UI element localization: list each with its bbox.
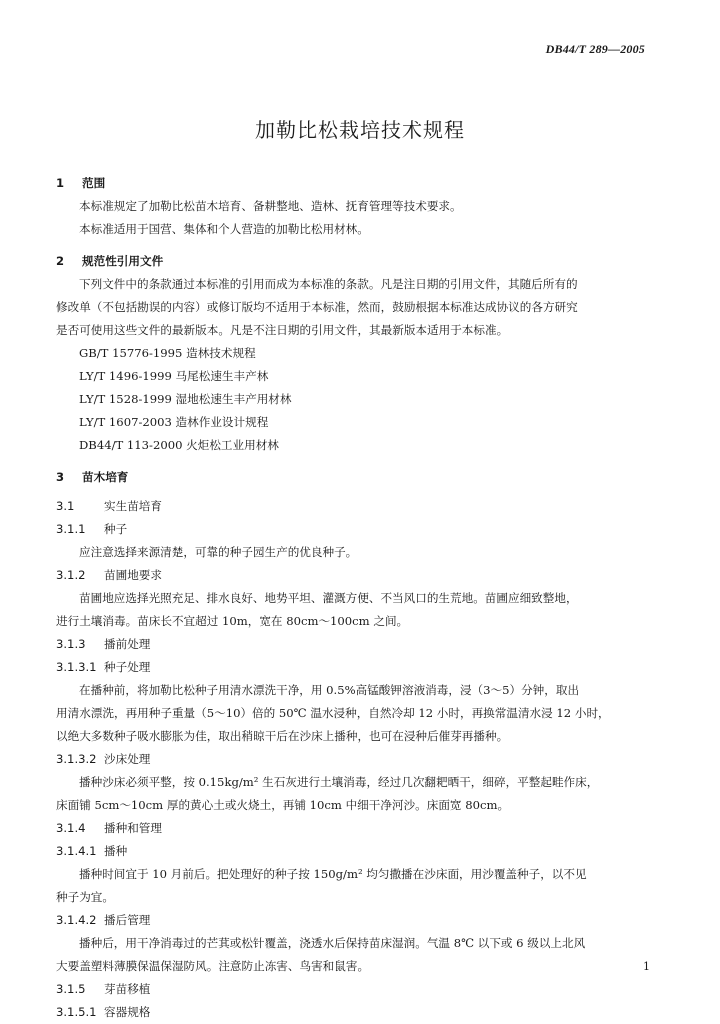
subsection-heading	[56, 1001, 656, 1024]
subsection-heading	[56, 978, 656, 1001]
subsection-heading	[56, 564, 656, 587]
subsection-number: 3.1	[56, 499, 75, 513]
paragraph-line: 本标准规定了加勒比松苗木培育、备耕整地、造林、抚育管理等技术要求。	[79, 199, 462, 213]
section-heading-seedling-cultivation	[56, 466, 656, 489]
subsection-number: 3.1.1	[56, 522, 86, 536]
subsection-number: 3.1.4.1	[56, 844, 97, 858]
paragraph-line: 在播种前，将加勒比松种子用清水漂洗干净，用 0.5%高锰酸钾溶液消毒，浸（3～5）分钟，取出	[79, 683, 580, 697]
subsection-title: 苗圃地要求	[104, 568, 162, 582]
subsection-title: 播种	[104, 844, 128, 858]
paragraph-line: 大要盖塑料薄膜保温保湿防风。注意防止冻害、鸟害和鼠害。	[56, 959, 370, 973]
subsection-number: 3.1.3	[56, 637, 86, 651]
section-title: 范围	[82, 176, 106, 190]
subsection-title: 播前处理	[104, 637, 151, 651]
subsection-heading	[56, 840, 656, 863]
subsection-number: 3.1.5.1	[56, 1005, 97, 1019]
paragraph-line: 用清水漂洗，再用种子重量（5～10）倍的 50℃ 温水浸种，自然冷却 12 小时，再换常温清水浸 12 小时，	[56, 706, 610, 720]
paragraph-line: 播种时间宜于 10 月前后。把处理好的种子按 150g/m² 均匀撒播在沙床面，用沙覆盖种子，以不见	[79, 867, 587, 881]
subsection-title: 种子	[104, 522, 128, 536]
reference-item: GB/T 15776-1995 造林技术规程	[79, 346, 256, 360]
subsection-number: 3.1.2	[56, 568, 86, 582]
subsection-heading	[56, 909, 656, 932]
document-body	[56, 172, 656, 1024]
subsection-title: 芽苗移植	[104, 982, 151, 996]
subsection-heading	[56, 495, 656, 518]
paragraph-line: 苗圃地应选择光照充足、排水良好、地势平坦、灌溉方便、不当风口的生荒地。苗圃应细致整地，	[79, 591, 578, 605]
paragraph-line: 下列文件中的条款通过本标准的引用而成为本标准的条款。凡是注日期的引用文件，其随后所有的	[79, 277, 578, 291]
paragraph-line: 播种沙床必须平整，按 0.15kg/m² 生石灰进行土壤消毒，经过几次翻耙晒干，细碎，平整起畦作床，	[79, 775, 599, 789]
subsection-heading	[56, 817, 656, 840]
reference-item: DB44/T 113-2000 火炬松工业用材林	[79, 438, 279, 452]
section-heading-normative-references	[56, 250, 656, 273]
section-title: 规范性引用文件	[82, 254, 164, 268]
subsection-number: 3.1.3.2	[56, 752, 97, 766]
paragraph-line: 本标准适用于国营、集体和个人营造的加勒比松用材林。	[79, 222, 369, 236]
subsection-heading	[56, 518, 656, 541]
standard-code: DB44/T 289—2005	[545, 42, 645, 56]
subsection-title: 种子处理	[104, 660, 151, 674]
paragraph-line: 播种后，用干净消毒过的芒萁或松针覆盖，浇透水后保持苗床湿润。气温 8℃ 以下或 6 级以上北风	[79, 936, 586, 950]
subsection-title: 容器规格	[104, 1005, 151, 1019]
section-title: 苗木培育	[82, 470, 129, 484]
subsection-title: 实生苗培育	[104, 499, 162, 513]
subsection-number: 3.1.3.1	[56, 660, 97, 674]
document-title: 加勒比松栽培技术规程	[255, 118, 465, 142]
paragraph-line: 应注意选择来源清楚，可靠的种子园生产的优良种子。	[79, 545, 358, 559]
subsection-number: 3.1.4	[56, 821, 86, 835]
paragraph-line: 以绝大多数种子吸水膨胀为佳，取出稍晾干后在沙床上播种，也可在浸种后催芽再播种。	[56, 729, 509, 743]
subsection-title: 沙床处理	[104, 752, 151, 766]
paragraph-line: 种子为宜。	[56, 890, 114, 904]
section-number: 1	[56, 176, 65, 190]
section-number: 2	[56, 254, 65, 268]
subsection-number: 3.1.4.2	[56, 913, 97, 927]
page-number: 1	[643, 960, 650, 973]
section-heading-scope	[56, 172, 656, 195]
subsection-heading	[56, 748, 656, 771]
subsection-number: 3.1.5	[56, 982, 86, 996]
subsection-heading	[56, 633, 656, 656]
section-number: 3	[56, 470, 65, 484]
paragraph-line: 修改单（不包括勘误的内容）或修订版均不适用于本标准，然而，鼓励根据本标准达成协议的各方研究	[56, 300, 578, 314]
subsection-title: 播后管理	[104, 913, 151, 927]
paragraph-line: 进行土壤消毒。苗床长不宜超过 10m，宽在 80cm～100cm 之间。	[56, 614, 409, 628]
paragraph-line: 是否可使用这些文件的最新版本。凡是不注日期的引用文件，其最新版本适用于本标准。	[56, 323, 509, 337]
reference-item: LY/T 1607-2003 造林作业设计规程	[79, 415, 269, 429]
paragraph-line: 床面铺 5cm～10cm 厚的黄心土或火烧土，再铺 10cm 中细干净河沙。床面宽 80cm。	[56, 798, 510, 812]
subsection-heading	[56, 656, 656, 679]
reference-item: LY/T 1528-1999 湿地松速生丰产用材林	[79, 392, 292, 406]
reference-item: LY/T 1496-1999 马尾松速生丰产林	[79, 369, 269, 383]
subsection-title: 播种和管理	[104, 821, 162, 835]
